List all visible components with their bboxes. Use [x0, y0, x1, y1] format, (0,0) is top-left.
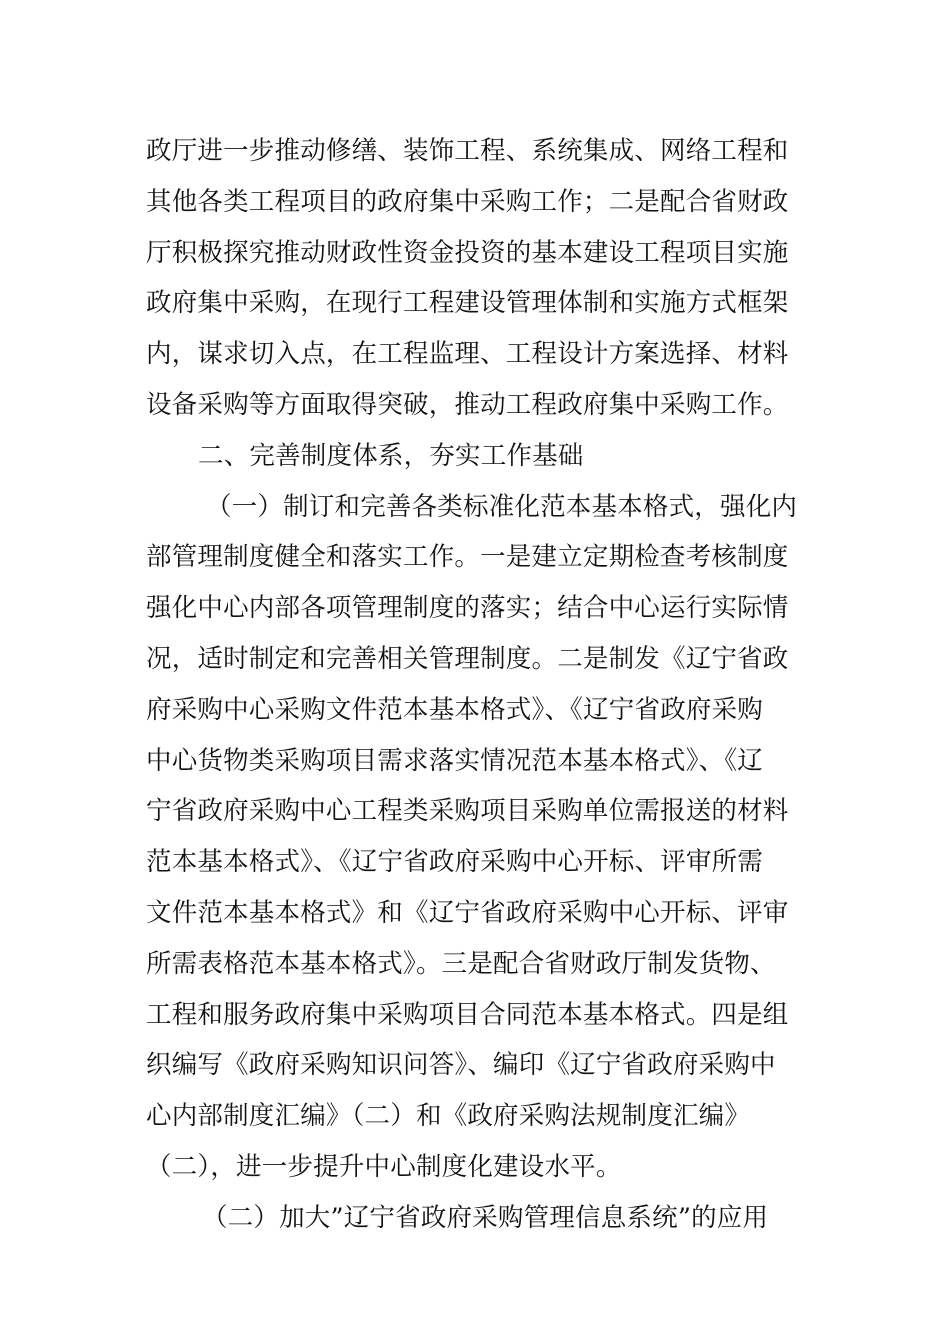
text-line-17: 所需表格范本基本格式》。三是配合省财政厅制发货物、 — [146, 948, 776, 979]
text-line-21: （二），进一步提升中心制度化建设水平。 — [146, 1151, 622, 1182]
text-line-18: 工程和服务政府集中采购项目合同范本基本格式。四是组 — [146, 999, 789, 1030]
section-heading: 二、完善制度体系，夯实工作基础 — [198, 440, 584, 471]
text-line-20: 心内部制度汇编》（二）和《政府采购法规制度汇编》 — [146, 1101, 751, 1132]
text-line-5: 内，谋求切入点，在工程监理、工程设计方案选择、材料 — [146, 339, 789, 370]
text-line-3: 厅积极探究推动财政性资金投资的基本建设工程项目实施 — [146, 237, 789, 268]
text-line-15: 范本基本格式》、《辽宁省政府采购中心开标、评审所需 — [146, 847, 764, 878]
text-line-16: 文件范本基本格式》和《辽宁省政府采购中心开标、评审 — [146, 897, 789, 928]
text-line-14: 宁省政府采购中心工程类采购项目采购单位需报送的材料 — [146, 796, 789, 827]
text-line-2: 其他各类工程项目的政府集中采购工作；二是配合省财政 — [146, 186, 789, 217]
subsection-heading-2: （二）加大”辽宁省政府采购管理信息系统”的应用 — [202, 1202, 769, 1233]
body-text — [146, 126, 808, 1244]
text-line-12: 府采购中心采购文件范本基本格式》、《辽宁省政府采购 — [146, 694, 764, 725]
text-line-6: 设备采购等方面取得突破，推动工程政府集中采购工作。 — [146, 389, 789, 420]
text-line-11: 况，适时制定和完善相关管理制度。二是制发《辽宁省政 — [146, 643, 789, 674]
text-line-4: 政府集中采购，在现行工程建设管理体制和实施方式框架 — [146, 288, 789, 319]
text-line-1: 政厅进一步推动修缮、装饰工程、系统集成、网络工程和 — [146, 136, 789, 166]
text-line-13: 中心货物类采购项目需求落实情况范本基本格式》、《辽 — [146, 745, 764, 776]
text-line-10: 强化中心内部各项管理制度的落实；结合中心运行实际情 — [146, 593, 789, 624]
subsection-heading-1: （一）制订和完善各类标准化范本基本格式，强化内 — [206, 491, 798, 522]
text-line-19: 织编写《政府采购知识问答》、编印《辽宁省政府采购中 — [146, 1050, 776, 1081]
text-line-9: 部管理制度健全和落实工作。一是建立定期检查考核制度 — [146, 542, 789, 573]
